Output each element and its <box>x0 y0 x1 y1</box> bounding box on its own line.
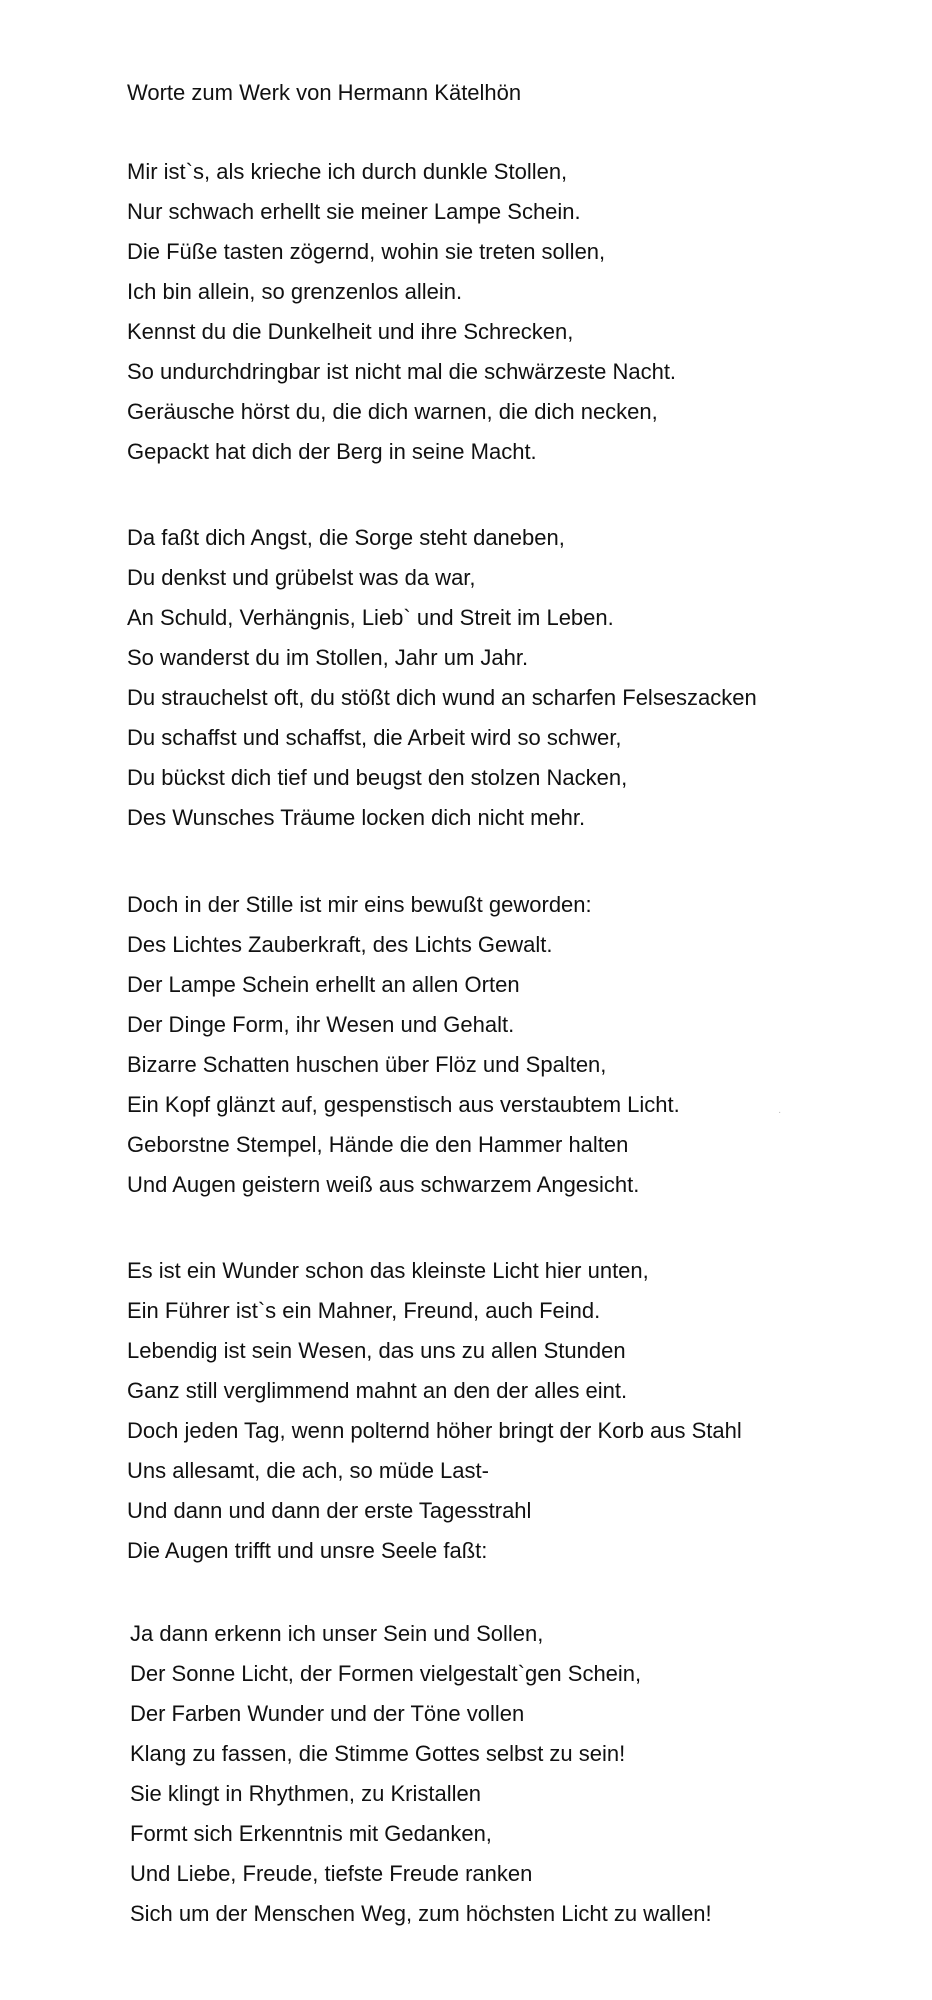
poem-line: Es ist ein Wunder schon das kleinste Licht hier unten, <box>127 1258 649 1283</box>
poem-line: Und dann und dann der erste Tagesstrahl <box>127 1498 532 1523</box>
poem-line: Uns allesamt, die ach, so müde Last- <box>127 1458 489 1483</box>
poem-line: Der Sonne Licht, der Formen vielgestalt`gen Schein, <box>130 1661 642 1686</box>
poem-line: Geräusche hörst du, die dich warnen, die dich necken, <box>127 399 658 424</box>
poem-line: Nur schwach erhellt sie meiner Lampe Schein. <box>127 199 581 224</box>
poem-line: Du bückst dich tief und beugst den stolzen Nacken, <box>127 765 628 790</box>
poem-line: So wanderst du im Stollen, Jahr um Jahr. <box>127 645 529 670</box>
poem-line: Kennst du die Dunkelheit und ihre Schrecken, <box>127 319 574 344</box>
poem-line: An Schuld, Verhängnis, Lieb` und Streit im Leben. <box>127 605 614 630</box>
poem-line: Ja dann erkenn ich unser Sein und Sollen, <box>130 1621 544 1646</box>
poem-line: Lebendig ist sein Wesen, das uns zu allen Stunden <box>127 1338 626 1363</box>
poem-line: Die Augen trifft und unsre Seele faßt: <box>127 1538 488 1563</box>
poem-line: Der Farben Wunder und der Töne vollen <box>130 1701 525 1726</box>
poem-line: Der Dinge Form, ihr Wesen und Gehalt. <box>127 1012 515 1037</box>
poem-line: Des Lichtes Zauberkraft, des Lichts Gewalt. <box>127 932 553 957</box>
poem-line: Geborstne Stempel, Hände die den Hammer halten <box>127 1132 629 1157</box>
stanza-1 <box>127 152 676 472</box>
stanza-5 <box>130 1614 712 1934</box>
stanza-3 <box>127 885 680 1205</box>
poem-line: Sie klingt in Rhythmen, zu Kristallen <box>130 1781 481 1806</box>
poem-line: Da faßt dich Angst, die Sorge steht daneben, <box>127 525 565 550</box>
stanza-2 <box>127 518 757 838</box>
poem-line: Des Wunsches Träume locken dich nicht mehr. <box>127 805 586 830</box>
poem-line: Die Füße tasten zögernd, wohin sie treten sollen, <box>127 239 606 264</box>
poem-line: Gepackt hat dich der Berg in seine Macht. <box>127 439 537 464</box>
poem-line: Und Augen geistern weiß aus schwarzem Angesicht. <box>127 1172 640 1197</box>
poem-line: Bizarre Schatten huschen über Flöz und Spalten, <box>127 1052 607 1077</box>
poem-line: Ein Kopf glänzt auf, gespenstisch aus verstaubtem Licht. <box>127 1092 680 1117</box>
poem-line: Ganz still verglimmend mahnt an den der alles eint. <box>127 1378 628 1403</box>
stanza-4 <box>127 1251 742 1571</box>
poem-line: Und Liebe, Freude, tiefste Freude ranken <box>130 1861 533 1886</box>
poem-title: Worte zum Werk von Hermann Kätelhön <box>127 80 522 105</box>
poem-line: Du strauchelst oft, du stößt dich wund an scharfen Felseszacken <box>127 685 757 710</box>
poem-line: Doch jeden Tag, wenn polternd höher bringt der Korb aus Stahl <box>127 1418 742 1443</box>
poem-line: Mir ist`s, als krieche ich durch dunkle Stollen, <box>127 159 568 184</box>
poem-line: Ein Führer ist`s ein Mahner, Freund, auch Feind. <box>127 1298 601 1323</box>
poem-line: Der Lampe Schein erhellt an allen Orten <box>127 972 520 997</box>
poem-line: Du schaffst und schaffst, die Arbeit wird so schwer, <box>127 725 622 750</box>
poem-line: Ich bin allein, so grenzenlos allein. <box>127 279 463 304</box>
poem-line: Formt sich Erkenntnis mit Gedanken, <box>130 1821 492 1846</box>
poem-line: Du denkst und grübelst was da war, <box>127 565 476 590</box>
scan-speck: · <box>778 1107 782 1118</box>
poem-line: Doch in der Stille ist mir eins bewußt geworden: <box>127 892 592 917</box>
poem-line: Sich um der Menschen Weg, zum höchsten Licht zu wallen! <box>130 1901 712 1926</box>
poem-line: So undurchdringbar ist nicht mal die schwärzeste Nacht. <box>127 359 677 384</box>
poem-line: Klang zu fassen, die Stimme Gottes selbst zu sein! <box>130 1741 626 1766</box>
